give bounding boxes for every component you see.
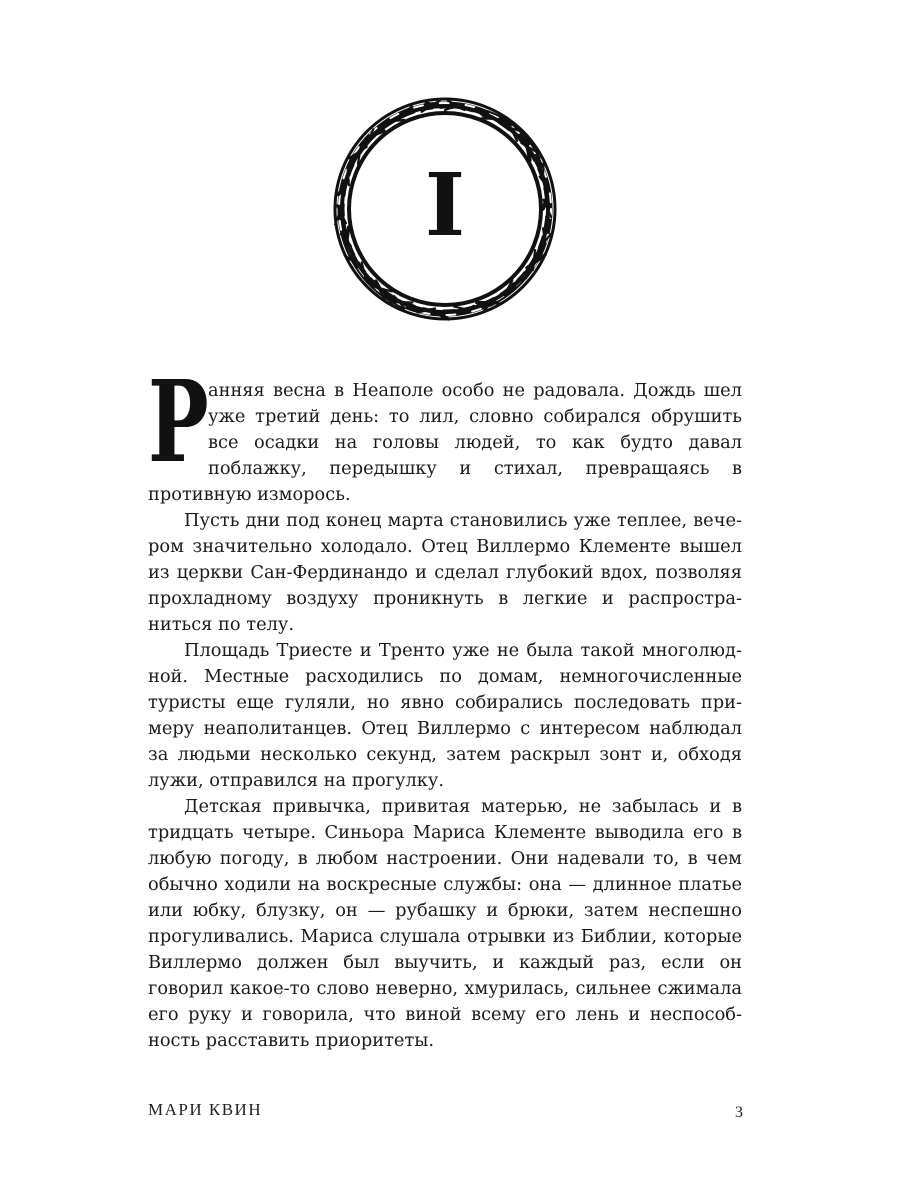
page-number: 3 — [735, 1104, 743, 1121]
paragraph-1 — [148, 357, 742, 508]
drop-cap: Р — [148, 357, 209, 488]
chapter-number: I — [424, 155, 466, 256]
chapter-emblem — [320, 84, 570, 334]
paragraph-2: Пусть дни под конец марта становились уже теплее, вечером значительно холодало. Отец Виллермо Клементе вышел из церкви Сан-Фердинандо и сделал глубокий вдох, позволяя прохладному воздуху проникнуть в легкие и распространиться по телу. — [148, 510, 742, 635]
paragraph-3: Площадь Триесте и Тренто уже не была такой многолюдной. Местные расходились по домам, немногочисленные туристы еще гуляли, но явно собирались последовать примеру неаполитанцев. Отец Виллермо с интересом наблюдал за людьми несколько секунд, затем раскрыл зонт и, обходя лужи, отправился на прогулку. — [148, 640, 742, 791]
running-footer-author: МАРИ КВИН — [148, 1100, 263, 1119]
paragraph-4: Детская привычка, привитая матерью, не забылась и в тридцать четыре. Синьора Мариса Клементе выводила его в любую погоду, в любом настроении. Они надевали то, в чем обычно ходили на воскресные службы: она — длинное платье или юбку, блузку, он — рубашку и брюки, затем неспешно прогуливались. Мариса слушала отрывки из Библии, которые Виллермо должен был выучить, и каждый раз, если он говорил какое-то слово неверно, хмурилась, сильнее сжимала его руку и говорила, что виной всему его лень и неспособность расставить приоритеты. — [148, 796, 742, 1051]
paragraph-1-text: анняя весна в Неаполе особо не радовала. Дождь шел уже третий день: то лил, словно собирался обрушить все осадки на головы людей, то как будто давал поблажку, передышку и стихал, превращаясь в противную изморось. — [148, 380, 742, 505]
chapter-text — [148, 357, 742, 1054]
